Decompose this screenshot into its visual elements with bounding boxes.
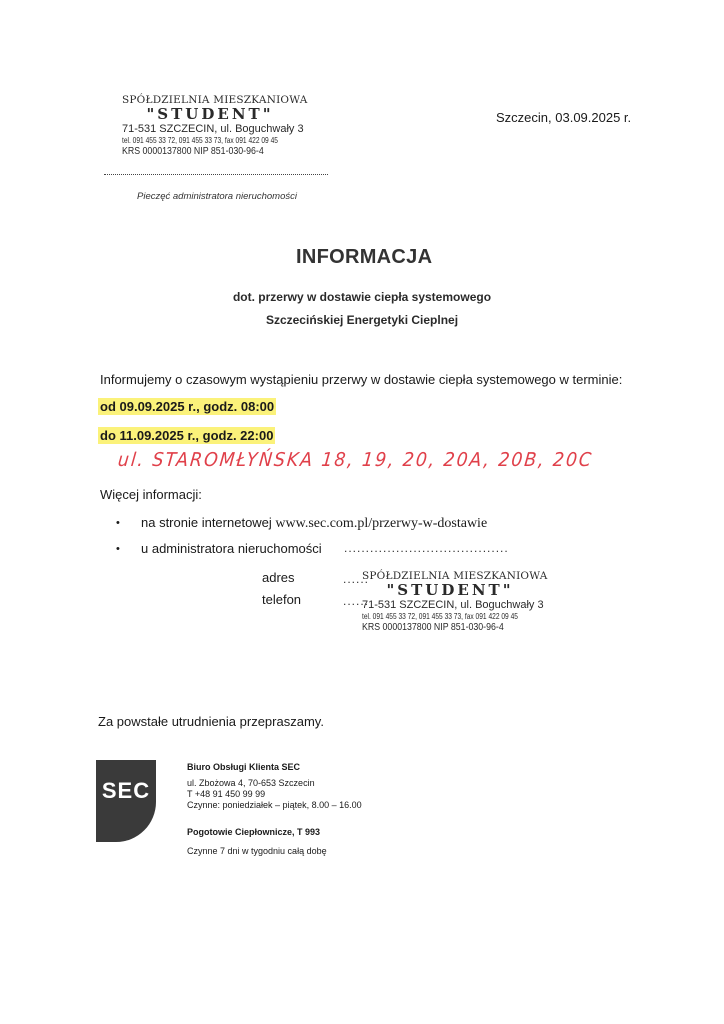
document-date: Szczecin, 03.09.2025 r. <box>496 110 632 125</box>
intro-text: Informujemy o czasowym wystąpieniu przerwy w dostawie ciepła systemowego w terminie: <box>100 372 623 387</box>
stamp-line-5: KRS 0000137800 NIP 851-030-96-4 <box>122 145 264 157</box>
emergency-hours: Czynne 7 dni w tygodniu całą dobę <box>187 846 327 856</box>
stamp-line-2: "STUDENT" <box>146 105 274 124</box>
apology-text: Za powstałe utrudnienia przepraszamy. <box>98 714 324 729</box>
bullet-icon: • <box>116 543 120 555</box>
stamp-line-3: 71-531 SZCZECIN, ul. Boguchwały 3 <box>122 123 304 136</box>
bullet-administrator: u administratora nieruchomości <box>141 541 322 556</box>
more-info-label: Więcej informacji: <box>100 487 202 502</box>
bullet-icon: • <box>116 517 120 529</box>
office-phone: T +48 91 450 99 99 <box>187 789 266 799</box>
period-from: od 09.09.2025 r., godz. 08:00 <box>100 399 275 414</box>
stamp-line-1: SPÓŁDZIELNIA MIESZKANIOWA <box>362 570 548 582</box>
stamp-line-1: SPÓŁDZIELNIA MIESZKANIOWA <box>122 94 308 106</box>
stamp-line-3: 71-531 SZCZECIN, ul. Boguchwały 3 <box>362 599 544 612</box>
stamp-line-2: "STUDENT" <box>386 581 514 600</box>
admin-stamp-bottom <box>362 570 562 633</box>
website-link[interactable]: www.sec.com.pl/przerwy-w-dostawie <box>275 516 488 531</box>
administrator-fill: ...................................... <box>344 541 509 555</box>
bullet-website-prefix: na stronie internetowej <box>141 515 276 530</box>
stamp-line-4: tel. 091 455 33 72, 091 455 33 73, fax 091 422 09 45 <box>122 134 278 145</box>
stamp-line-4: tel. 091 455 33 72, 091 455 33 73, fax 091 422 09 45 <box>362 610 518 621</box>
address-dots: ...... <box>343 572 370 586</box>
sec-logo-text: SEC <box>101 778 151 803</box>
stamp-line-5: KRS 0000137800 NIP 851-030-96-4 <box>362 621 504 633</box>
stamp-caption: Pieczęć administratora nieruchomości <box>137 191 297 202</box>
emergency-title: Pogotowie Ciepłownicze, T 993 <box>187 827 321 837</box>
bullet-website <box>141 515 487 532</box>
office-address: ul. Zbożowa 4, 70-653 Szczecin <box>187 778 315 788</box>
page-title: INFORMACJA <box>296 246 433 268</box>
subtitle-line-1: dot. przerwy w dostawie ciepła systemowego <box>232 290 492 304</box>
office-hours: Czynne: poniedziałek – piątek, 8.00 – 16.00 <box>187 800 362 810</box>
phone-dots: ...... <box>343 594 370 608</box>
phone-label: telefon <box>262 592 302 607</box>
sec-logo <box>96 760 156 842</box>
subtitle-line-2: Szczecińskiej Energetyki Cieplnej <box>265 313 459 327</box>
office-title: Biuro Obsługi Klienta SEC <box>187 762 301 772</box>
admin-stamp <box>122 94 322 157</box>
period-to: do 11.09.2025 r., godz. 22:00 <box>100 428 274 443</box>
stamp-signature-line <box>104 174 328 175</box>
address-label: adres <box>262 570 295 585</box>
handwritten-address: ul. STAROMŁYŃSKA 18, 19, 20, 20A, 20B, 20C <box>116 449 594 471</box>
